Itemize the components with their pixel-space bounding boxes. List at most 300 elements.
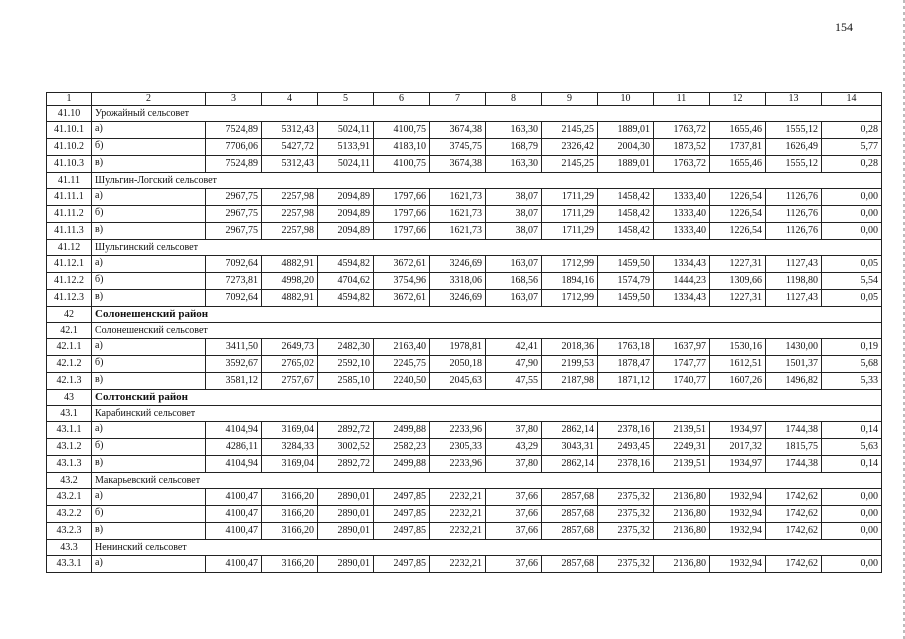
value-cell: 42,41 xyxy=(486,339,542,356)
value-cell: 37,66 xyxy=(486,489,542,506)
value-cell: 2232,21 xyxy=(430,523,486,540)
table-row xyxy=(47,290,882,307)
value-cell: 47,90 xyxy=(486,356,542,373)
row-code: 41.10.3 xyxy=(47,156,92,173)
section-title: Шульгин-Логский сельсовет xyxy=(92,173,882,189)
value-cell: 1737,81 xyxy=(710,139,766,156)
value-cell: 1227,31 xyxy=(710,290,766,307)
value-cell: 37,66 xyxy=(486,506,542,523)
table-row xyxy=(47,189,882,206)
section-title: Макарьевский сельсовет xyxy=(92,473,882,489)
value-cell: 3002,52 xyxy=(318,439,374,456)
value-cell: 5024,11 xyxy=(318,122,374,139)
value-cell: 1637,97 xyxy=(654,339,710,356)
value-cell: 4882,91 xyxy=(262,256,318,273)
value-cell: 0,14 xyxy=(822,456,882,473)
row-variant-label: а) xyxy=(92,256,206,273)
value-cell: 37,66 xyxy=(486,523,542,540)
value-cell: 1459,50 xyxy=(598,290,654,307)
value-cell: 1626,49 xyxy=(766,139,822,156)
value-cell: 0,00 xyxy=(822,189,882,206)
value-cell: 3745,75 xyxy=(430,139,486,156)
value-cell: 2232,21 xyxy=(430,489,486,506)
value-cell: 4100,47 xyxy=(206,489,262,506)
value-cell: 2240,50 xyxy=(374,373,430,390)
value-cell: 1127,43 xyxy=(766,256,822,273)
value-cell: 7524,89 xyxy=(206,156,262,173)
section-row xyxy=(47,473,882,489)
value-cell: 1621,73 xyxy=(430,206,486,223)
value-cell: 1333,40 xyxy=(654,206,710,223)
value-cell: 3672,61 xyxy=(374,256,430,273)
value-cell: 2245,75 xyxy=(374,356,430,373)
value-cell: 3169,04 xyxy=(262,422,318,439)
value-cell: 5133,91 xyxy=(318,139,374,156)
value-cell: 1226,54 xyxy=(710,189,766,206)
value-cell: 1555,12 xyxy=(766,122,822,139)
row-code: 41.10.1 xyxy=(47,122,92,139)
row-variant-label: б) xyxy=(92,439,206,456)
value-cell: 2890,01 xyxy=(318,556,374,573)
row-code: 43.1 xyxy=(47,406,92,422)
value-cell: 2375,32 xyxy=(598,523,654,540)
value-cell: 2892,72 xyxy=(318,456,374,473)
row-code: 43.2 xyxy=(47,473,92,489)
value-cell: 1501,37 xyxy=(766,356,822,373)
value-cell: 0,00 xyxy=(822,489,882,506)
value-cell: 1747,77 xyxy=(654,356,710,373)
value-cell: 3411,50 xyxy=(206,339,262,356)
row-code: 41.12.1 xyxy=(47,256,92,273)
value-cell: 1226,54 xyxy=(710,206,766,223)
value-cell: 1932,94 xyxy=(710,489,766,506)
row-code: 43.1.2 xyxy=(47,439,92,456)
row-variant-label: в) xyxy=(92,223,206,240)
value-cell: 7524,89 xyxy=(206,122,262,139)
value-cell: 2890,01 xyxy=(318,506,374,523)
value-cell: 3672,61 xyxy=(374,290,430,307)
value-cell: 2018,36 xyxy=(542,339,598,356)
value-cell: 0,00 xyxy=(822,206,882,223)
value-cell: 1744,38 xyxy=(766,456,822,473)
row-variant-label: б) xyxy=(92,139,206,156)
value-cell: 38,07 xyxy=(486,206,542,223)
value-cell: 0,14 xyxy=(822,422,882,439)
value-cell: 4104,94 xyxy=(206,456,262,473)
value-cell: 1655,46 xyxy=(710,122,766,139)
value-cell: 3318,06 xyxy=(430,273,486,290)
value-cell: 1742,62 xyxy=(766,506,822,523)
value-cell: 2497,85 xyxy=(374,556,430,573)
value-cell: 1333,40 xyxy=(654,223,710,240)
value-cell: 4998,20 xyxy=(262,273,318,290)
row-variant-label: в) xyxy=(92,456,206,473)
row-code: 41.11 xyxy=(47,173,92,189)
value-cell: 168,79 xyxy=(486,139,542,156)
table-row xyxy=(47,156,882,173)
column-header: 2 xyxy=(92,93,206,106)
value-cell: 2857,68 xyxy=(542,506,598,523)
value-cell: 2592,10 xyxy=(318,356,374,373)
column-header: 7 xyxy=(430,93,486,106)
row-variant-label: а) xyxy=(92,339,206,356)
value-cell: 2497,85 xyxy=(374,523,430,540)
value-cell: 5024,11 xyxy=(318,156,374,173)
value-cell: 1797,66 xyxy=(374,206,430,223)
value-cell: 1126,76 xyxy=(766,223,822,240)
value-cell: 1763,18 xyxy=(598,339,654,356)
value-cell: 2050,18 xyxy=(430,356,486,373)
value-cell: 1430,00 xyxy=(766,339,822,356)
value-cell: 1815,75 xyxy=(766,439,822,456)
column-header: 12 xyxy=(710,93,766,106)
value-cell: 2375,32 xyxy=(598,489,654,506)
column-number-header-row xyxy=(47,93,882,106)
value-cell: 1530,16 xyxy=(710,339,766,356)
value-cell: 2857,68 xyxy=(542,523,598,540)
value-cell: 1458,42 xyxy=(598,206,654,223)
value-cell: 2497,85 xyxy=(374,489,430,506)
table-row xyxy=(47,506,882,523)
value-cell: 1878,47 xyxy=(598,356,654,373)
column-header: 1 xyxy=(47,93,92,106)
value-cell: 2163,40 xyxy=(374,339,430,356)
column-header: 4 xyxy=(262,93,318,106)
value-cell: 2257,98 xyxy=(262,206,318,223)
row-code: 42.1.2 xyxy=(47,356,92,373)
value-cell: 1612,51 xyxy=(710,356,766,373)
value-cell: 2139,51 xyxy=(654,422,710,439)
value-cell: 2375,32 xyxy=(598,556,654,573)
value-cell: 2004,30 xyxy=(598,139,654,156)
value-cell: 0,19 xyxy=(822,339,882,356)
row-code: 41.12.2 xyxy=(47,273,92,290)
value-cell: 3246,69 xyxy=(430,290,486,307)
table-row xyxy=(47,273,882,290)
row-code: 43.2.1 xyxy=(47,489,92,506)
table-row xyxy=(47,223,882,240)
value-cell: 3169,04 xyxy=(262,456,318,473)
value-cell: 2187,98 xyxy=(542,373,598,390)
row-code: 41.11.3 xyxy=(47,223,92,240)
row-variant-label: в) xyxy=(92,290,206,307)
value-cell: 2757,67 xyxy=(262,373,318,390)
value-cell: 2378,16 xyxy=(598,422,654,439)
row-variant-label: а) xyxy=(92,489,206,506)
value-cell: 4183,10 xyxy=(374,139,430,156)
value-cell: 2233,96 xyxy=(430,422,486,439)
value-cell: 1496,82 xyxy=(766,373,822,390)
value-cell: 1621,73 xyxy=(430,223,486,240)
row-variant-label: а) xyxy=(92,122,206,139)
section-row xyxy=(47,540,882,556)
value-cell: 0,05 xyxy=(822,290,882,307)
value-cell: 2499,88 xyxy=(374,456,430,473)
value-cell: 163,30 xyxy=(486,156,542,173)
row-code: 43.2.3 xyxy=(47,523,92,540)
value-cell: 3166,20 xyxy=(262,506,318,523)
table-row xyxy=(47,523,882,540)
row-code: 43.2.2 xyxy=(47,506,92,523)
value-cell: 163,07 xyxy=(486,256,542,273)
value-cell: 0,28 xyxy=(822,156,882,173)
value-cell: 37,66 xyxy=(486,556,542,573)
value-cell: 4104,94 xyxy=(206,422,262,439)
value-cell: 0,00 xyxy=(822,556,882,573)
table-row xyxy=(47,422,882,439)
value-cell: 2585,10 xyxy=(318,373,374,390)
row-variant-label: в) xyxy=(92,156,206,173)
value-cell: 1894,16 xyxy=(542,273,598,290)
value-cell: 38,07 xyxy=(486,223,542,240)
value-cell: 1621,73 xyxy=(430,189,486,206)
value-cell: 3284,33 xyxy=(262,439,318,456)
value-cell: 3674,38 xyxy=(430,122,486,139)
row-code: 41.12.3 xyxy=(47,290,92,307)
row-code: 42 xyxy=(47,307,92,323)
value-cell: 7092,64 xyxy=(206,290,262,307)
row-code: 42.1.1 xyxy=(47,339,92,356)
value-cell: 5,33 xyxy=(822,373,882,390)
value-cell: 2136,80 xyxy=(654,523,710,540)
table-row xyxy=(47,256,882,273)
value-cell: 1934,97 xyxy=(710,422,766,439)
value-cell: 2892,72 xyxy=(318,422,374,439)
column-header: 6 xyxy=(374,93,430,106)
value-cell: 7273,81 xyxy=(206,273,262,290)
section-row xyxy=(47,240,882,256)
value-cell: 2857,68 xyxy=(542,489,598,506)
value-cell: 0,00 xyxy=(822,223,882,240)
value-cell: 47,55 xyxy=(486,373,542,390)
value-cell: 1932,94 xyxy=(710,523,766,540)
value-cell: 163,30 xyxy=(486,122,542,139)
value-cell: 4100,47 xyxy=(206,523,262,540)
value-cell: 163,07 xyxy=(486,290,542,307)
value-cell: 2136,80 xyxy=(654,556,710,573)
value-cell: 1797,66 xyxy=(374,189,430,206)
section-title: Шульгинский сельсовет xyxy=(92,240,882,256)
value-cell: 37,80 xyxy=(486,422,542,439)
value-cell: 2967,75 xyxy=(206,189,262,206)
value-cell: 1458,42 xyxy=(598,223,654,240)
value-cell: 3166,20 xyxy=(262,489,318,506)
section-title: Карабинский сельсовет xyxy=(92,406,882,422)
row-code: 43.3.1 xyxy=(47,556,92,573)
region-row xyxy=(47,390,882,406)
column-header: 11 xyxy=(654,93,710,106)
table-row xyxy=(47,556,882,573)
value-cell: 5312,43 xyxy=(262,156,318,173)
value-cell: 7706,06 xyxy=(206,139,262,156)
value-cell: 3043,31 xyxy=(542,439,598,456)
section-title: Ненинский сельсовет xyxy=(92,540,882,556)
table-row xyxy=(47,356,882,373)
region-row xyxy=(47,307,882,323)
value-cell: 7092,64 xyxy=(206,256,262,273)
value-cell: 3166,20 xyxy=(262,556,318,573)
value-cell: 1797,66 xyxy=(374,223,430,240)
value-cell: 0,00 xyxy=(822,506,882,523)
page-number: 154 xyxy=(835,20,853,34)
value-cell: 5312,43 xyxy=(262,122,318,139)
value-cell: 2967,75 xyxy=(206,206,262,223)
value-cell: 2199,53 xyxy=(542,356,598,373)
value-cell: 1712,99 xyxy=(542,290,598,307)
value-cell: 1978,81 xyxy=(430,339,486,356)
value-cell: 1458,42 xyxy=(598,189,654,206)
row-code: 41.10.2 xyxy=(47,139,92,156)
table-row xyxy=(47,122,882,139)
row-code: 43.3 xyxy=(47,540,92,556)
row-variant-label: б) xyxy=(92,273,206,290)
value-cell: 1334,43 xyxy=(654,256,710,273)
tariff-table xyxy=(46,92,882,573)
value-cell: 2765,02 xyxy=(262,356,318,373)
value-cell: 4100,75 xyxy=(374,122,430,139)
row-variant-label: б) xyxy=(92,356,206,373)
value-cell: 4594,82 xyxy=(318,256,374,273)
value-cell: 1711,29 xyxy=(542,206,598,223)
value-cell: 2257,98 xyxy=(262,223,318,240)
value-cell: 1744,38 xyxy=(766,422,822,439)
row-variant-label: б) xyxy=(92,206,206,223)
row-code: 43 xyxy=(47,390,92,406)
value-cell: 1742,62 xyxy=(766,556,822,573)
value-cell: 1459,50 xyxy=(598,256,654,273)
table-body xyxy=(47,93,882,573)
column-header: 14 xyxy=(822,93,882,106)
value-cell: 1309,66 xyxy=(710,273,766,290)
column-header: 3 xyxy=(206,93,262,106)
value-cell: 2139,51 xyxy=(654,456,710,473)
value-cell: 2136,80 xyxy=(654,489,710,506)
value-cell: 4100,75 xyxy=(374,156,430,173)
value-cell: 2482,30 xyxy=(318,339,374,356)
region-title: Солонешенский район xyxy=(92,307,882,323)
value-cell: 2232,21 xyxy=(430,556,486,573)
value-cell: 2305,33 xyxy=(430,439,486,456)
value-cell: 0,28 xyxy=(822,122,882,139)
value-cell: 1873,52 xyxy=(654,139,710,156)
value-cell: 1711,29 xyxy=(542,223,598,240)
row-code: 43.1.3 xyxy=(47,456,92,473)
value-cell: 4882,91 xyxy=(262,290,318,307)
value-cell: 2649,73 xyxy=(262,339,318,356)
value-cell: 4594,82 xyxy=(318,290,374,307)
value-cell: 2499,88 xyxy=(374,422,430,439)
value-cell: 2890,01 xyxy=(318,489,374,506)
row-variant-label: в) xyxy=(92,373,206,390)
row-code: 42.1 xyxy=(47,323,92,339)
value-cell: 2233,96 xyxy=(430,456,486,473)
value-cell: 2249,31 xyxy=(654,439,710,456)
value-cell: 1871,12 xyxy=(598,373,654,390)
value-cell: 2857,68 xyxy=(542,556,598,573)
value-cell: 1889,01 xyxy=(598,122,654,139)
value-cell: 1740,77 xyxy=(654,373,710,390)
value-cell: 1763,72 xyxy=(654,122,710,139)
value-cell: 3166,20 xyxy=(262,523,318,540)
value-cell: 2378,16 xyxy=(598,456,654,473)
section-row xyxy=(47,406,882,422)
row-variant-label: в) xyxy=(92,523,206,540)
value-cell: 1712,99 xyxy=(542,256,598,273)
value-cell: 2493,45 xyxy=(598,439,654,456)
value-cell: 2582,23 xyxy=(374,439,430,456)
row-code: 41.11.1 xyxy=(47,189,92,206)
value-cell: 3581,12 xyxy=(206,373,262,390)
row-code: 42.1.3 xyxy=(47,373,92,390)
value-cell: 1126,76 xyxy=(766,189,822,206)
value-cell: 2145,25 xyxy=(542,156,598,173)
column-header: 13 xyxy=(766,93,822,106)
column-header: 5 xyxy=(318,93,374,106)
value-cell: 1932,94 xyxy=(710,506,766,523)
table-row xyxy=(47,139,882,156)
value-cell: 3592,67 xyxy=(206,356,262,373)
value-cell: 1934,97 xyxy=(710,456,766,473)
row-variant-label: б) xyxy=(92,506,206,523)
value-cell: 1742,62 xyxy=(766,489,822,506)
value-cell: 2145,25 xyxy=(542,122,598,139)
value-cell: 38,07 xyxy=(486,189,542,206)
value-cell: 2862,14 xyxy=(542,422,598,439)
value-cell: 43,29 xyxy=(486,439,542,456)
value-cell: 2257,98 xyxy=(262,189,318,206)
value-cell: 2232,21 xyxy=(430,506,486,523)
section-row xyxy=(47,323,882,339)
section-row xyxy=(47,106,882,122)
value-cell: 2136,80 xyxy=(654,506,710,523)
value-cell: 37,80 xyxy=(486,456,542,473)
value-cell: 1655,46 xyxy=(710,156,766,173)
value-cell: 1763,72 xyxy=(654,156,710,173)
value-cell: 1227,31 xyxy=(710,256,766,273)
column-header: 8 xyxy=(486,93,542,106)
row-code: 41.11.2 xyxy=(47,206,92,223)
value-cell: 2094,89 xyxy=(318,189,374,206)
value-cell: 2017,32 xyxy=(710,439,766,456)
row-code: 41.10 xyxy=(47,106,92,122)
value-cell: 0,05 xyxy=(822,256,882,273)
row-code: 41.12 xyxy=(47,240,92,256)
row-variant-label: а) xyxy=(92,189,206,206)
column-header: 9 xyxy=(542,93,598,106)
value-cell: 1226,54 xyxy=(710,223,766,240)
row-variant-label: а) xyxy=(92,422,206,439)
value-cell: 5,68 xyxy=(822,356,882,373)
value-cell: 2862,14 xyxy=(542,456,598,473)
section-title: Урожайный сельсовет xyxy=(92,106,882,122)
region-title: Солтонский район xyxy=(92,390,882,406)
table-row xyxy=(47,489,882,506)
value-cell: 1555,12 xyxy=(766,156,822,173)
value-cell: 3754,96 xyxy=(374,273,430,290)
section-row xyxy=(47,173,882,189)
value-cell: 2375,32 xyxy=(598,506,654,523)
value-cell: 2045,63 xyxy=(430,373,486,390)
table-row xyxy=(47,456,882,473)
value-cell: 1444,23 xyxy=(654,273,710,290)
value-cell: 1711,29 xyxy=(542,189,598,206)
value-cell: 2890,01 xyxy=(318,523,374,540)
table-row xyxy=(47,373,882,390)
value-cell: 1198,80 xyxy=(766,273,822,290)
value-cell: 4704,62 xyxy=(318,273,374,290)
value-cell: 2967,75 xyxy=(206,223,262,240)
value-cell: 1333,40 xyxy=(654,189,710,206)
